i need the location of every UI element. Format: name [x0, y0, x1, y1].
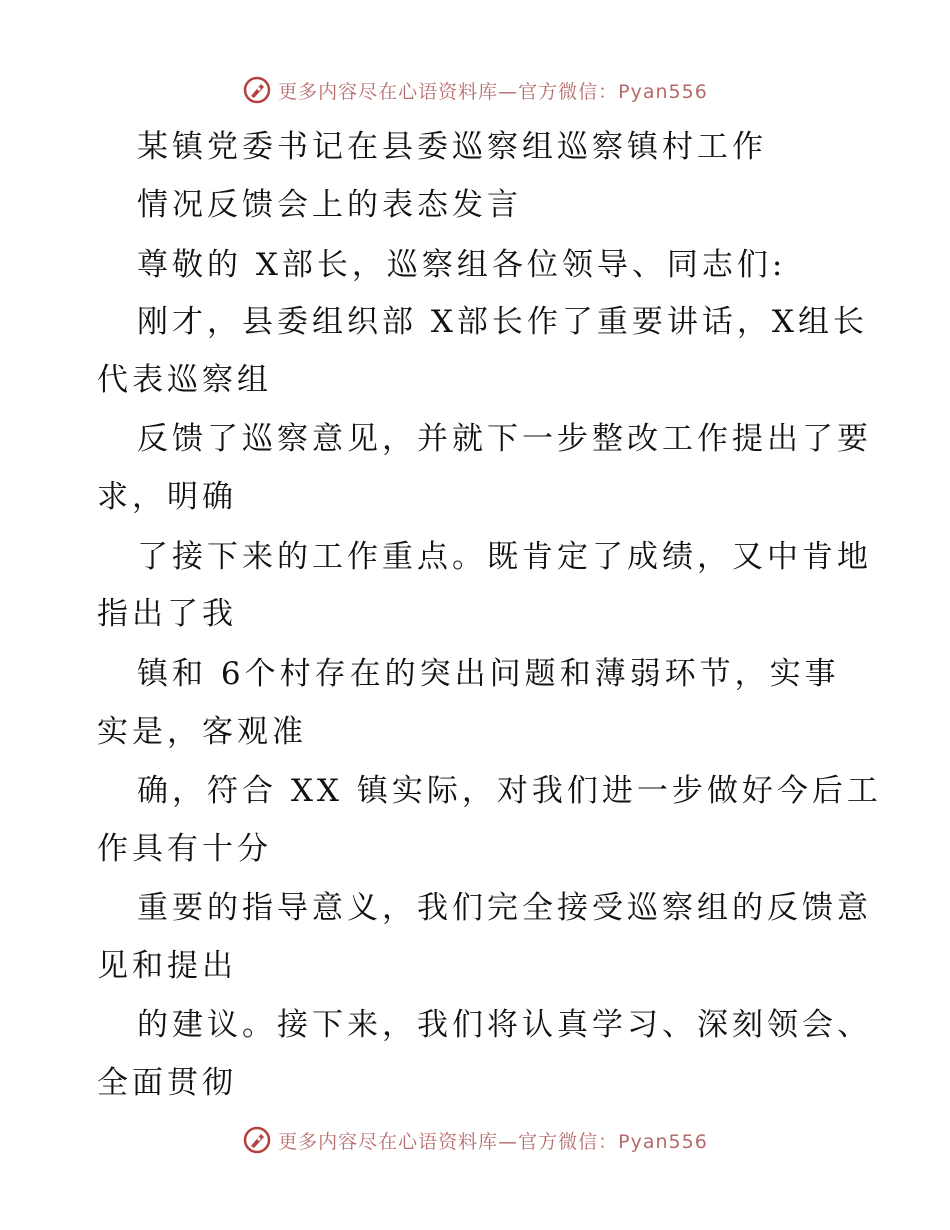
salutation: 尊敬的 X部长，巡察组各位领导、同志们: — [137, 247, 787, 283]
text-line: 代表巡察组 — [97, 362, 272, 398]
text-line: 指出了我 — [97, 596, 237, 632]
text-line: 确，符合 XX 镇实际，对我们进一步做好今后工 — [137, 773, 882, 809]
text-line: 全面贯彻 — [97, 1065, 237, 1101]
doc-title-line-2: 情况反馈会上的表态发言 — [137, 187, 522, 223]
text-line: 重要的指导意义，我们完全接受巡察组的反馈意 — [137, 890, 872, 926]
text-line: 的建议。接下来，我们将认真学习、深刻领会、 — [137, 1007, 872, 1043]
text-line: 刚才，县委组织部 X部长作了重要讲话，X组长 — [137, 304, 868, 340]
text-line: 了接下来的工作重点。既肯定了成绩，又中肯地 — [137, 539, 872, 575]
text-line: 实是，客观准 — [97, 714, 307, 750]
header-watermark — [0, 70, 950, 110]
text-line: 见和提出 — [97, 948, 237, 984]
text-line: 镇和 6个村存在的突出问题和薄弱环节，实事 — [137, 656, 840, 692]
text-line: 反馈了巡察意见，并就下一步整改工作提出了要 — [137, 421, 872, 457]
footer-watermark — [0, 1120, 950, 1160]
watermark-text: 更多内容尽在心语资料库—官方微信：Pyan556 — [278, 80, 708, 103]
text-line: 作具有十分 — [97, 831, 272, 867]
watermark-text: 更多内容尽在心语资料库—官方微信：Pyan556 — [278, 1130, 708, 1153]
pen-nib-circle-icon — [242, 1125, 272, 1155]
text-line: 求，明确 — [97, 479, 237, 515]
doc-title-line-1: 某镇党委书记在县委巡察组巡察镇村工作 — [137, 129, 767, 165]
pen-nib-circle-icon — [242, 75, 272, 105]
